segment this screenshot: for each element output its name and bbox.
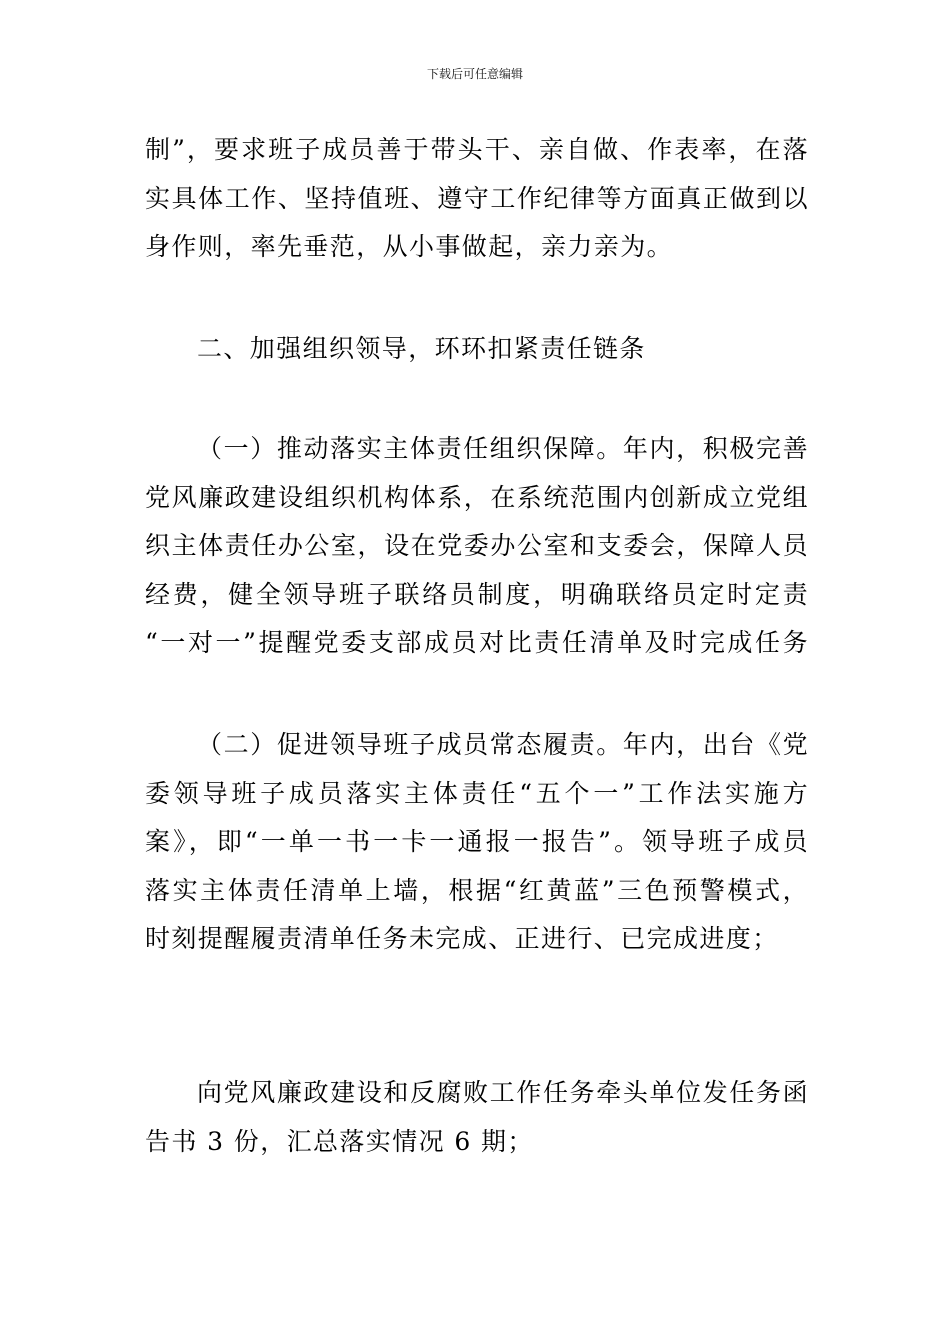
paragraph-line: （二）促进领导班子成员常态履责。年内，出台《党 xyxy=(197,730,809,759)
paragraph-line: （一）推动落实主体责任组织保障。年内，积极完善 xyxy=(197,434,809,463)
paragraph-line: 案》，即“一单一书一卡一通报一报告”。领导班子成员 xyxy=(145,827,809,856)
paragraph-line: 告书 3 份，汇总落实情况 6 期； xyxy=(145,1126,534,1156)
paragraph-line: 经费，健全领导班子联络员制度，明确联络员定时定责 xyxy=(145,579,809,609)
paragraph-3 xyxy=(145,721,809,964)
paragraph-line: 时刻提醒履责清单任务未完成、正进行、已完成进度； xyxy=(145,924,779,953)
paragraph-2 xyxy=(145,425,809,668)
section-heading xyxy=(145,325,809,374)
paragraph-line: 落实主体责任清单上墙，根据“红黄蓝”三色预警模式， xyxy=(145,875,809,905)
paragraph-line: 身作则，率先垂范，从小事做起，亲力亲为。 xyxy=(145,232,674,261)
paragraph-line: 党风廉政建设组织机构体系，在系统范围内创新成立党组 xyxy=(145,482,809,512)
paragraph-4 xyxy=(145,1069,809,1166)
paragraph-1 xyxy=(145,126,809,272)
paragraph-line: 委领导班子成员落实主体责任“五个一”工作法实施方 xyxy=(145,778,809,808)
paragraph-line: 织主体责任办公室，设在党委办公室和支委会，保障人员 xyxy=(145,531,809,560)
paragraph-line: 向党风廉政建设和反腐败工作任务牵头单位发任务函 xyxy=(197,1078,809,1107)
paragraph-line: “一对一”提醒党委支部成员对比责任清单及时完成任务 xyxy=(145,628,809,657)
section-heading-text: 二、加强组织领导，环环扣紧责任链条 xyxy=(197,334,646,363)
paragraph-line: 实具体工作、坚持值班、遵守工作纪律等方面真正做到以 xyxy=(145,183,809,213)
page-header: 下载后可任意编辑 xyxy=(426,67,523,81)
paragraph-line: 制”，要求班子成员善于带头干、亲自做、作表率，在落 xyxy=(145,135,809,164)
